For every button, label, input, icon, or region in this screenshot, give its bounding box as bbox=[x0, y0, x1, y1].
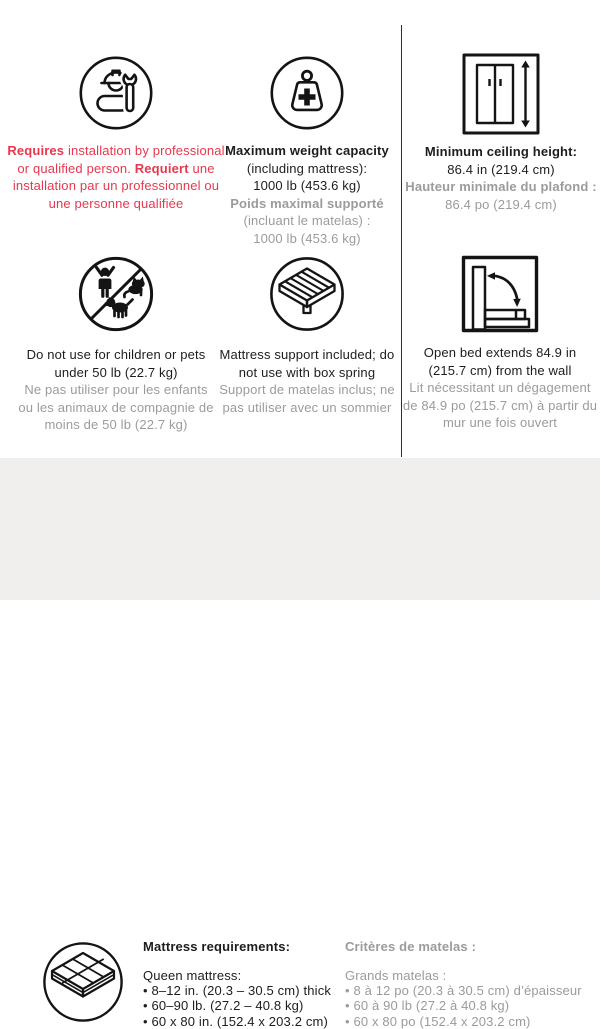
card-text-en bbox=[399, 344, 601, 379]
card-text-line: 1000 lb (453.6 kg) bbox=[253, 178, 361, 193]
mattress-requirements-panel bbox=[0, 458, 600, 1029]
card-text-line: une installation par un professionnel ou une personne qualifiée bbox=[12, 160, 220, 211]
info-card-installation bbox=[7, 55, 225, 212]
card-text-fr bbox=[399, 379, 601, 432]
card-text-line: Requires bbox=[7, 143, 65, 158]
card-text-line: Ne pas utiliser pour les enfants bbox=[24, 382, 208, 397]
card-text-fr bbox=[210, 381, 404, 416]
card-text-line: 1000 lb (453.6 kg) bbox=[253, 230, 361, 246]
card-text-line: 86.4 po (219.4 cm) bbox=[445, 196, 557, 212]
installer-icon bbox=[7, 55, 225, 131]
card-text-fr bbox=[212, 195, 402, 248]
panel-bullet: • 60 x 80 in. (152.4 x 203.2 cm) bbox=[143, 1014, 348, 1029]
card-text-line: Mattress support included; do bbox=[219, 347, 395, 362]
panel-bullet: • 8–12 in. (20.3 – 30.5 cm) thick bbox=[143, 983, 348, 998]
card-text-line: Open bed extends 84.9 in bbox=[423, 345, 577, 360]
ceiling-height-icon bbox=[402, 53, 600, 135]
info-card-weight bbox=[212, 55, 402, 247]
panel-title-fr: Critères de matelas : bbox=[345, 939, 477, 954]
info-card-open-bed bbox=[399, 255, 601, 432]
card-text-installation bbox=[7, 142, 225, 212]
card-text-en bbox=[210, 346, 404, 381]
panel-bullet: • 8 à 12 po (20.3 à 30.5 cm) d’épaisseur bbox=[345, 983, 597, 998]
card-text-line: Hauteur minimale du plafond : bbox=[405, 179, 597, 194]
card-text-line: not use with box spring bbox=[238, 364, 376, 380]
card-text-en bbox=[7, 346, 225, 381]
mattress-requirements-fr bbox=[345, 939, 597, 1029]
card-text-line: mur une fois ouvert bbox=[442, 415, 558, 430]
info-card-support bbox=[210, 255, 404, 416]
mattress-icon bbox=[41, 940, 125, 1029]
weight-icon bbox=[212, 55, 402, 131]
card-text-line: (incluant le matelas) : bbox=[243, 213, 371, 228]
card-text-line: (including mattress): bbox=[246, 160, 368, 176]
card-text-line: Do not use for children or pets bbox=[26, 347, 206, 362]
mattress-support-icon bbox=[210, 255, 404, 333]
panel-subtitle-en: Queen mattress: bbox=[143, 968, 242, 983]
card-text-line: pas utiliser avec un sommier bbox=[222, 399, 392, 415]
card-text-en bbox=[212, 142, 402, 195]
card-text-en bbox=[402, 143, 600, 178]
mattress-requirements-en bbox=[143, 939, 348, 1029]
card-text-line: Requiert bbox=[134, 160, 189, 176]
card-text-line: ou les animaux de compagnie de bbox=[18, 399, 214, 415]
card-text-line: Maximum weight capacity bbox=[225, 143, 389, 158]
card-text-line: under 50 lb (22.7 kg) bbox=[54, 364, 178, 380]
card-text-line: (215.7 cm) from the wall bbox=[428, 362, 572, 378]
panel-title-en: Mattress requirements: bbox=[143, 939, 291, 954]
card-text-line: Support de matelas inclus; ne bbox=[219, 382, 395, 397]
panel-bullet: • 60 à 90 lb (27.2 à 40.8 kg) bbox=[345, 998, 597, 1013]
card-text-line: Minimum ceiling height: bbox=[424, 144, 578, 159]
card-text-fr bbox=[402, 178, 600, 213]
panel-bullet: • 60–90 lb. (27.2 – 40.8 kg) bbox=[143, 998, 348, 1013]
card-text-line: Poids maximal supporté bbox=[230, 195, 384, 211]
panel-bullet: • 60 x 80 po (152.4 x 203.2 cm) bbox=[345, 1014, 597, 1029]
card-text-line: Lit nécessitant un dégagement bbox=[409, 380, 591, 395]
info-card-ceiling bbox=[402, 53, 600, 213]
card-text-line: 86.4 in (219.4 cm) bbox=[447, 161, 555, 177]
panel-subtitle-fr: Grands matelas : bbox=[345, 968, 447, 983]
card-text-line: de 84.9 po (215.7 cm) à partir du bbox=[402, 397, 598, 413]
card-text-line: moins de 50 lb (22.7 kg) bbox=[44, 417, 188, 432]
info-card-children-pets bbox=[7, 255, 225, 434]
card-text-line: installation by professional or qualified person. bbox=[17, 143, 225, 176]
card-text-fr bbox=[7, 381, 225, 434]
open-bed-icon bbox=[399, 255, 601, 333]
no-children-pets-icon bbox=[7, 255, 225, 333]
